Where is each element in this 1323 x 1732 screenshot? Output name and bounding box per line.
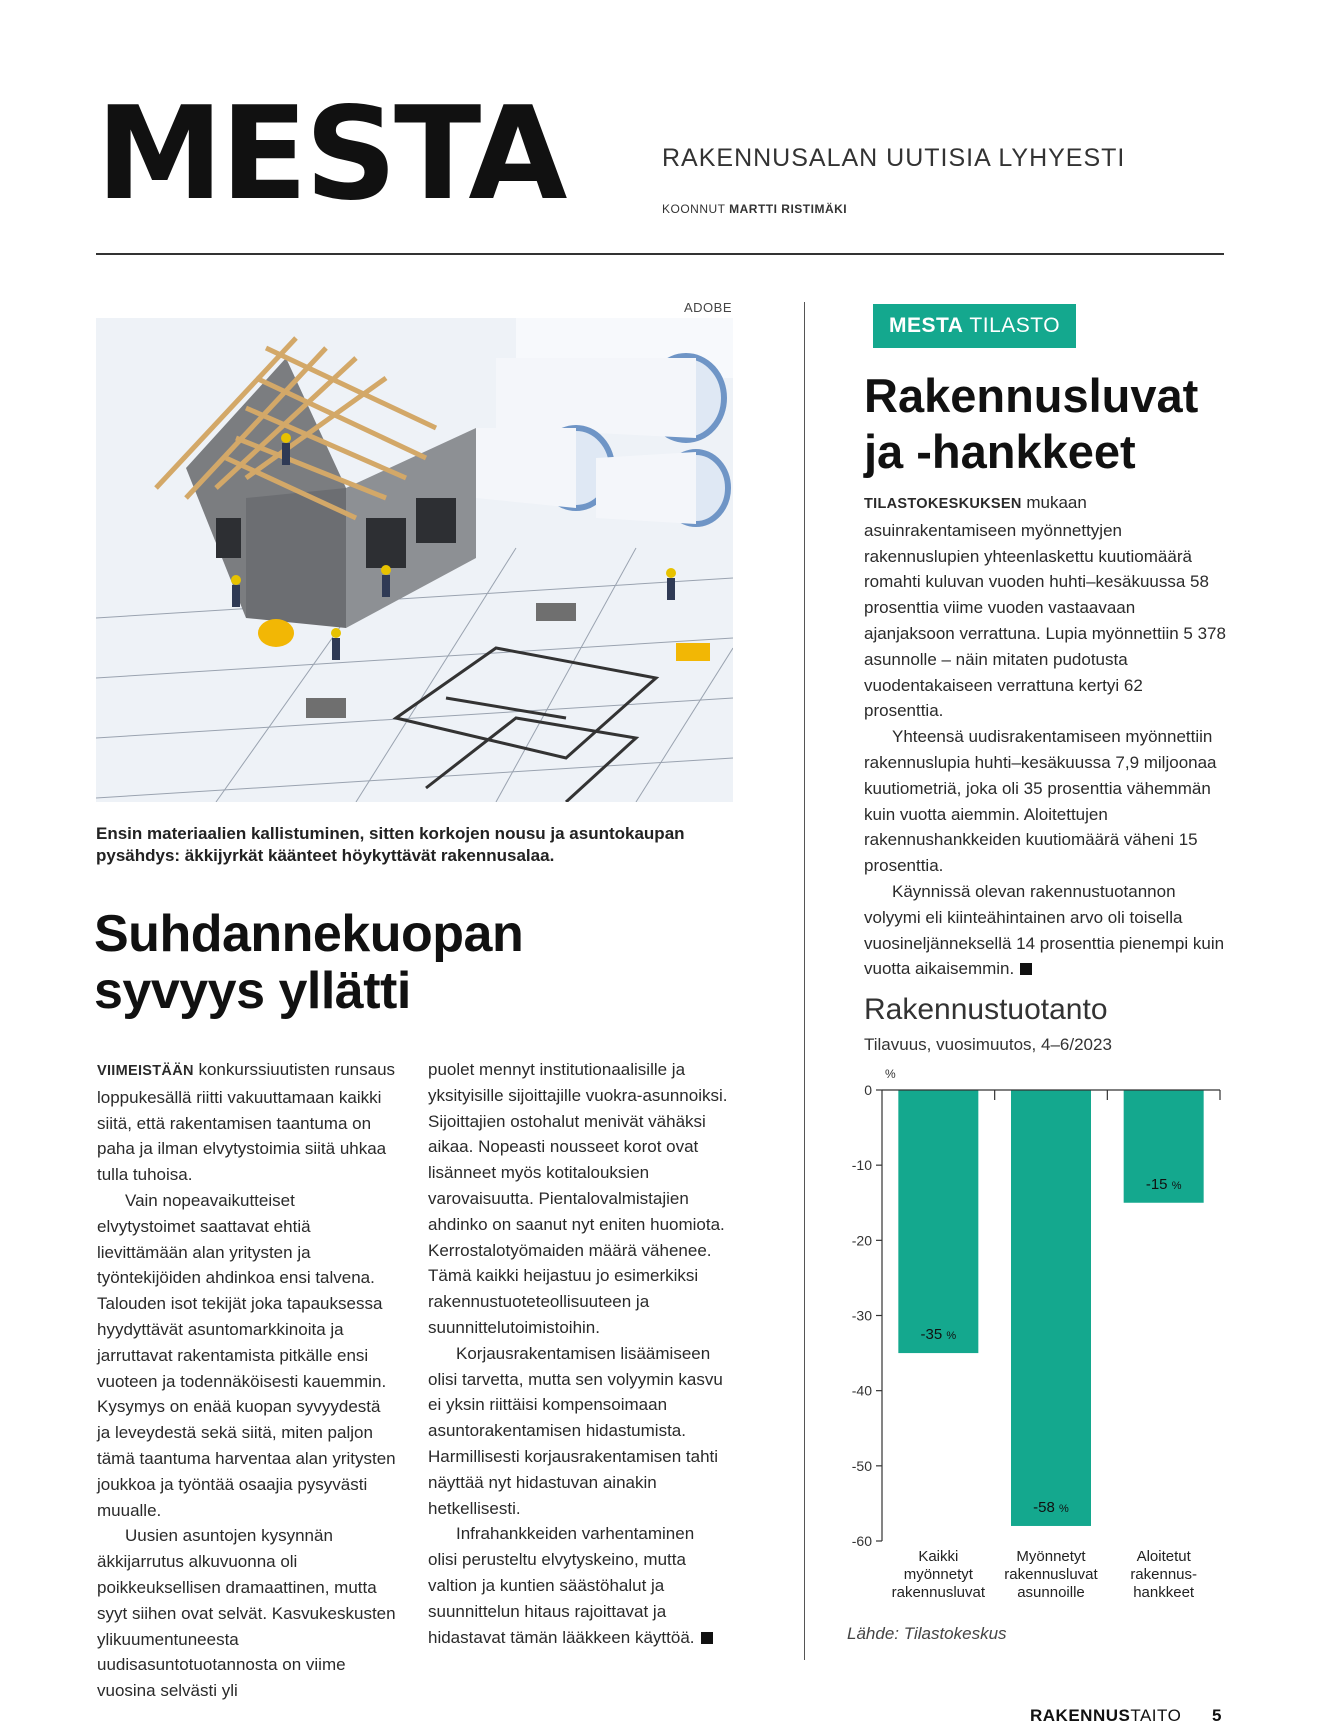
magazine-name: RAKENNUSTAITO xyxy=(1030,1706,1182,1725)
header-rule xyxy=(96,253,1224,255)
chart-source: Lähde: Tilastokeskus xyxy=(847,1624,1007,1643)
article-paragraph: Korjausrakentamisen lisäämiseen olisi tarvetta, mutta sen volyymin kasvu ei yksin riittäisi kompensoimaan asuntorakentamisen hidastumista. Harmillisesti korjausrakentamisen tahti näyttää nyt hidastuvan ainakin hetkellisesti. xyxy=(428,1343,723,1518)
byline-name: MARTTI RISTIMÄKI xyxy=(729,202,848,216)
article-column-2 xyxy=(428,1057,728,1650)
y-tick-label: -50 xyxy=(851,1457,872,1474)
headline-line-2: syvyys yllätti xyxy=(94,962,411,1020)
end-mark-icon xyxy=(701,1632,713,1644)
stats-paragraph: TILASTOKESKUKSEN mukaan asuinrakentamiseen myönnettyjen rakennuslupien yhteenlaskettu kuutiomäärä romahti kuluvan vuoden huhti–kesäkuussa 58 prosenttia viime vuoden vastaavaan ajanjaksoon verrattuna. Lupia myönnettiin 5 378 asunnolle – näin mitaten pudotusta vuodentakaiseen verrattuna kertyi 62 prosenttia. xyxy=(864,493,1226,721)
bar-value-label: -58 % xyxy=(1033,1498,1069,1516)
y-tick-label: -10 xyxy=(851,1157,872,1174)
stats-headline xyxy=(864,368,1244,480)
section-badge: MESTA TILASTO xyxy=(873,304,1076,348)
bar-value-label: -35 % xyxy=(920,1326,957,1344)
y-tick-label: -30 xyxy=(851,1307,872,1324)
bar xyxy=(898,1090,978,1353)
y-tick-label: -60 xyxy=(851,1533,872,1549)
x-category-label: hankkeet xyxy=(1133,1584,1195,1601)
photo-caption: Ensin materiaalien kallistuminen, sitten korkojen nousu ja asuntokaupan pysähdys: äkkijyrkät käänteet höykyttävät rakennusalaa. xyxy=(96,824,685,865)
y-unit-label: % xyxy=(885,1067,896,1081)
x-category-label: myönnetyt xyxy=(903,1566,973,1583)
lead-word: VIIMEISTÄÄN xyxy=(97,1063,194,1079)
bar-chart xyxy=(820,1060,1230,1620)
hero-photo xyxy=(96,318,733,802)
section-tagline: RAKENNUSALAN UUTISIA LYHYESTI xyxy=(662,144,1126,172)
bar-value-label: -15 % xyxy=(1145,1175,1182,1193)
y-tick-label: -40 xyxy=(851,1382,872,1399)
stats-paragraph: Käynnissä olevan rakennustuotannon volyymi eli kiinteähintainen arvo oli toisella vuosineljänneksellä 14 prosenttia pienempi kuin vuotta aikaisemmin. xyxy=(864,881,1225,979)
chart-subtitle: Tilavuus, vuosimuutos, 4–6/2023 xyxy=(864,1035,1112,1054)
construction-model-illustration xyxy=(96,318,733,802)
page-number: 5 xyxy=(1212,1706,1222,1725)
y-tick-label: 0 xyxy=(864,1082,872,1098)
stats-paragraph: Yhteensä uudisrakentamiseen myönnettiin rakennuslupia huhti–kesäkuussa 7,9 miljoonaa kuutiometriä, joka oli 35 prosenttia vähemmän kuin vuotta aiemmin. Aloitettujen rakennushankkeiden kuutiomäärä väheni 15 prosenttia. xyxy=(864,727,1217,876)
bar xyxy=(1011,1090,1091,1526)
article-paragraph: VIIMEISTÄÄN konkurssiuutisten runsaus loppukesällä riitti vakuuttamaan kaikki siitä, että rakentamisen taantuma on paha ja ilman elvytystoimia siitä uhkaa tulla tuhoisa. xyxy=(97,1060,396,1185)
headline-line-1: Suhdannekuopan xyxy=(94,905,524,963)
y-tick-label: -20 xyxy=(851,1232,872,1249)
article-paragraph: puolet mennyt institutionaalisille ja yksityisille sijoittajille vuokra-asunnoiksi. Sijoittajien ostohalut menivät vähäksi aikaa. Nopeasti nousseet korot ovat lisänneet myös kotitalouksien varovaisuutta. Pientalovalmistajien ahdinko on saanut nyt eniten huomiota. Kerrostalotyömaiden määrä vähenee. Tämä kaikki heijastuu jo esimerkiksi rakennustuoteteollisuuteen ja suunnittelutoimistoihin. xyxy=(428,1060,728,1337)
masthead: MESTA xyxy=(96,80,565,229)
stats-body xyxy=(864,490,1226,982)
byline-label: KOONNUT xyxy=(662,202,726,216)
lead-word: TILASTOKESKUKSEN xyxy=(864,496,1022,512)
photo-credit: ADOBE xyxy=(683,300,732,315)
article-headline xyxy=(94,906,734,1020)
article-column-1 xyxy=(97,1057,397,1704)
byline xyxy=(662,202,847,216)
x-category-label: Aloitetut xyxy=(1136,1548,1191,1565)
stats-headline-line-1: Rakennusluvat xyxy=(864,369,1199,422)
x-category-label: rakennusluvat xyxy=(1004,1566,1098,1583)
stats-headline-line-2: ja -hankkeet xyxy=(864,425,1136,478)
chart-title: Rakennustuotanto xyxy=(864,993,1108,1026)
end-mark-icon xyxy=(1020,963,1032,975)
article-paragraph: Uusien asuntojen kysynnän äkkijarrutus alkuvuonna oli poikkeuksellisen dramaattinen, mutta syyt siihen ovat selvät. Kasvukeskusten ylikuumentuneesta uudisasuntotuotannosta on viime vuosina selvästi yli xyxy=(97,1526,396,1701)
column-divider xyxy=(804,302,805,1660)
x-category-label: asunnoille xyxy=(1017,1584,1085,1601)
article-paragraph: Vain nopeavaikutteiset elvytystoimet saattavat ehtiä lievittämään alan yritysten ja työntekijöiden ahdinkoa ensi talvena. Talouden isot tekijät joka tapauksessa hyydyttävät asuntomarkkinoita ja jarruttavat rakentamista pitkälle ensi vuoteen ja todennäköisesti kauemmin. Kysymys on enää kuopan syvyydestä ja leveydestä sekä siitä, miten paljon tämä taantuma harventaa alan yritysten joukkoa ja työntää osaajia pysyvästi muualle. xyxy=(97,1190,396,1520)
x-category-label: rakennusluvat xyxy=(891,1584,986,1601)
x-category-label: Myönnetyt xyxy=(1016,1548,1086,1565)
x-category-label: Kaikki xyxy=(918,1548,959,1565)
x-category-label: rakennus- xyxy=(1130,1566,1198,1583)
article-paragraph: Infrahankkeiden varhentaminen olisi perusteltu elvytyskeino, mutta valtion ja kuntien säästöhalut ja suunnittelun hitaus rajoittavat ja hidastavat tämän lääkkeen käyttöä. xyxy=(428,1521,728,1650)
